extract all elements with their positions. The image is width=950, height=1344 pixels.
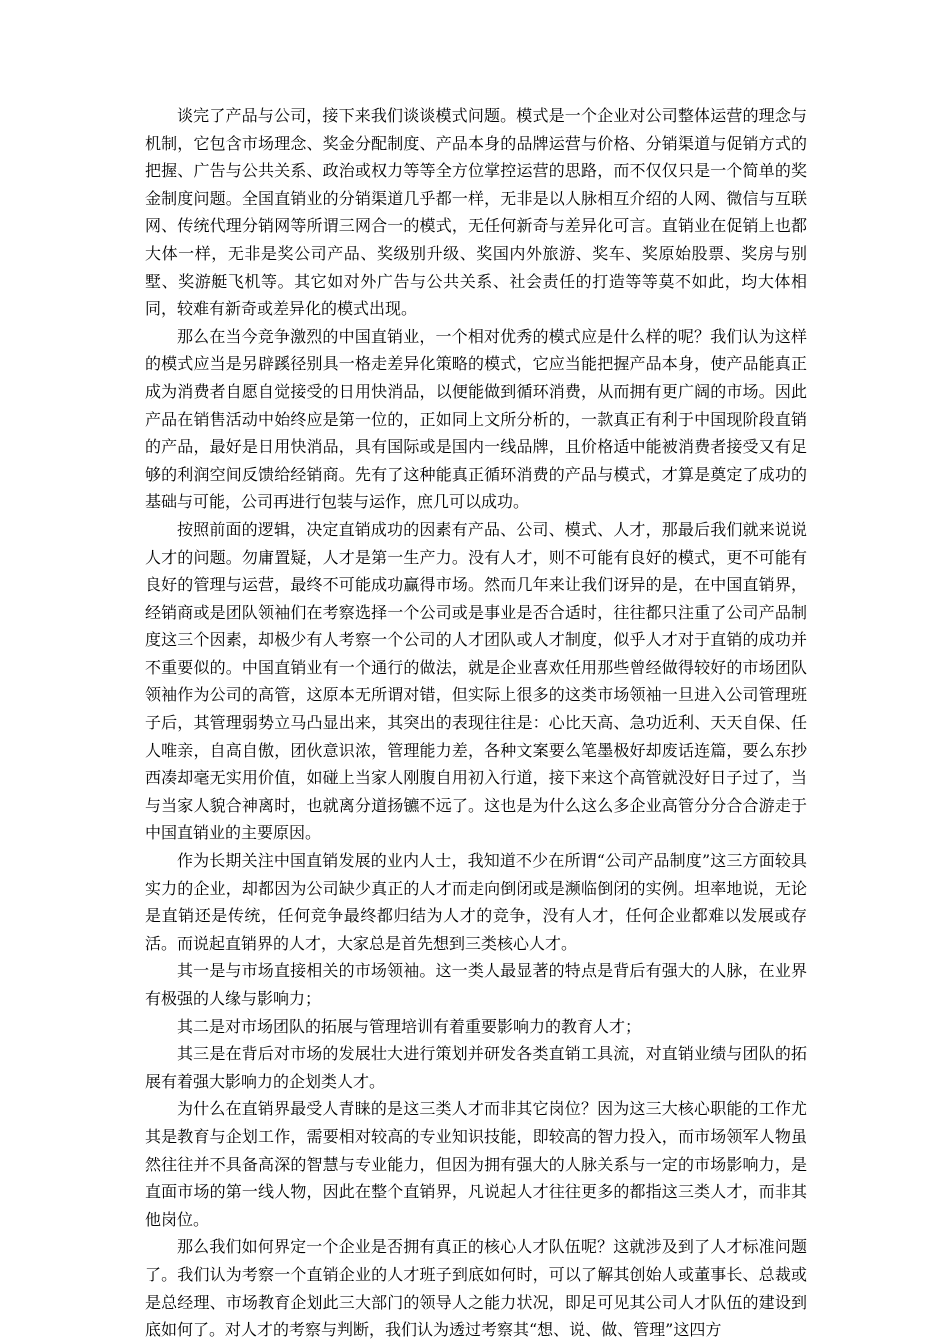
paragraph-why-three-types: 为什么在直销界最受人青睐的是这三类人才而非其它岗位？因为这三大核心职能的工作尤其是教育与企划工作，需要相对较高的专业知识技能，即较高的智力投入，而市场领军人物虽然往往并不具备高深的智慧与专业能力，但因为拥有强大的人脉关系与一定的市场影响力，是直面市场的第一线人物，因此在整个直销界，凡说起人才往往更多的都指这三类人才，而非其他岗位。	[145, 1099, 807, 1229]
paragraph-talent-standard: 那么我们如何界定一个企业是否拥有真正的核心人才队伍呢？这就涉及到了人才标准问题了。我们认为考察一个直销企业的人才班子到底如何时，可以了解其创始人或董事长、总裁或是总经理、市场教育企划此三大部门的领导人之能力状况，即足可见其公司人才队伍的建设到底如何了。对人才的考察与判断，我们认为透过考察其“想、说、做、管理”这四方	[145, 1237, 807, 1340]
paragraph-market-leader: 其一是与市场直接相关的市场领袖。这一类人最显著的特点是背后有强大的人脉，在业界有极强的人缘与影响力；	[145, 961, 807, 1008]
paragraph-mode-issue: 谈完了产品与公司，接下来我们谈谈模式问题。模式是一个企业对公司整体运营的理念与机制，它包含市场理念、奖金分配制度、产品本身的品牌运营与价格、分销渠道与促销方式的把握、广告与公共关系、政治或权力等等全方位掌控运营的思路，而不仅仅只是一个简单的奖金制度问题。全国直销业的分销渠道几乎都一样，无非是以人脉相互介绍的人网、微信与互联网、传统代理分销网等所谓三网合一的模式，无任何新奇与差异化可言。直销业在促销上也都大体一样，无非是奖公司产品、奖级别升级、奖国内外旅游、奖车、奖原始股票、奖房与别墅、奖游艇飞机等。其它如对外广告与公共关系、社会责任的打造等等莫不如此，均大体相同，较难有新奇或差异化的模式出现。	[145, 106, 807, 319]
paragraph-excellent-mode: 那么在当今竞争激烈的中国直销业，一个相对优秀的模式应是什么样的呢？我们认为这样的模式应当是另辟蹊径别具一格走差异化策略的模式，它应当能把握产品本身，使产品能真正成为消费者自愿自觉接受的日用快消品，以便能做到循环消费，从而拥有更广阔的市场。因此产品在销售活动中始终应是第一位的，正如同上文所分析的，一款真正有利于中国现阶段直销的产品，最好是日用快消品，具有国际或是国内一线品牌，且价格适中能被消费者接受又有足够的利润空间反馈给经销商。先有了这种能真正循环消费的产品与模式，才算是奠定了成功的基础与可能，公司再进行包装与运作，庶几可以成功。	[145, 326, 807, 512]
paragraph-education-talent: 其二是对市场团队的拓展与管理培训有着重要影响力的教育人才；	[177, 1016, 642, 1036]
paragraph-talent-competition: 作为长期关注中国直销发展的业内人士，我知道不少在所谓“公司产品制度”这三方面较具实力的企业，却都因为公司缺少真正的人才而走向倒闭或是濒临倒闭的实例。坦率地说，无论是直销还是传统，任何竞争最终都归结为人才的竞争，没有人才，任何企业都难以发展或存活。而说起直销界的人才，大家总是首先想到三类核心人才。	[145, 851, 807, 953]
paragraph-planning-talent: 其三是在背后对市场的发展壮大进行策划并研发各类直销工具流，对直销业绩与团队的拓展有着强大影响力的企划类人才。	[145, 1044, 807, 1091]
paragraph-talent-issue: 按照前面的逻辑，决定直销成功的因素有产品、公司、模式、人才，那最后我们就来说说人才的问题。勿庸置疑，人才是第一生产力。没有人才，则不可能有良好的模式，更不可能有良好的管理与运营，最终不可能成功赢得市场。然而几年来让我们讶异的是，在中国直销界，经销商或是团队领袖们在考察选择一个公司或是事业是否合适时，往往都只注重了公司产品制度这三个因素，却极少有人考察一个公司的人才团队或人才制度，似乎人才对于直销的成功并不重要似的。中国直销业有一个通行的做法，就是企业喜欢任用那些曾经做得较好的市场团队领袖作为公司的高管，这原本无所谓对错，但实际上很多的这类市场领袖一旦进入公司管理班子后，其管理弱势立马凸显出来，其突出的表现往往是：心比天高、急功近利、天天自保、任人唯亲，自高自傲，团伙意识浓，管理能力差，各种文案要么笔墨极好却废话连篇，要么东抄西凑却毫无实用价值，如碰上当家人刚腹自用初入行道，接下来这个高管就没好日子过了，当与当家人貌合神离时，也就离分道扬镳不远了。这也是为什么这么多企业高管分分合合游走于中国直销业的主要原因。	[145, 519, 807, 843]
document-page	[145, 102, 807, 1344]
